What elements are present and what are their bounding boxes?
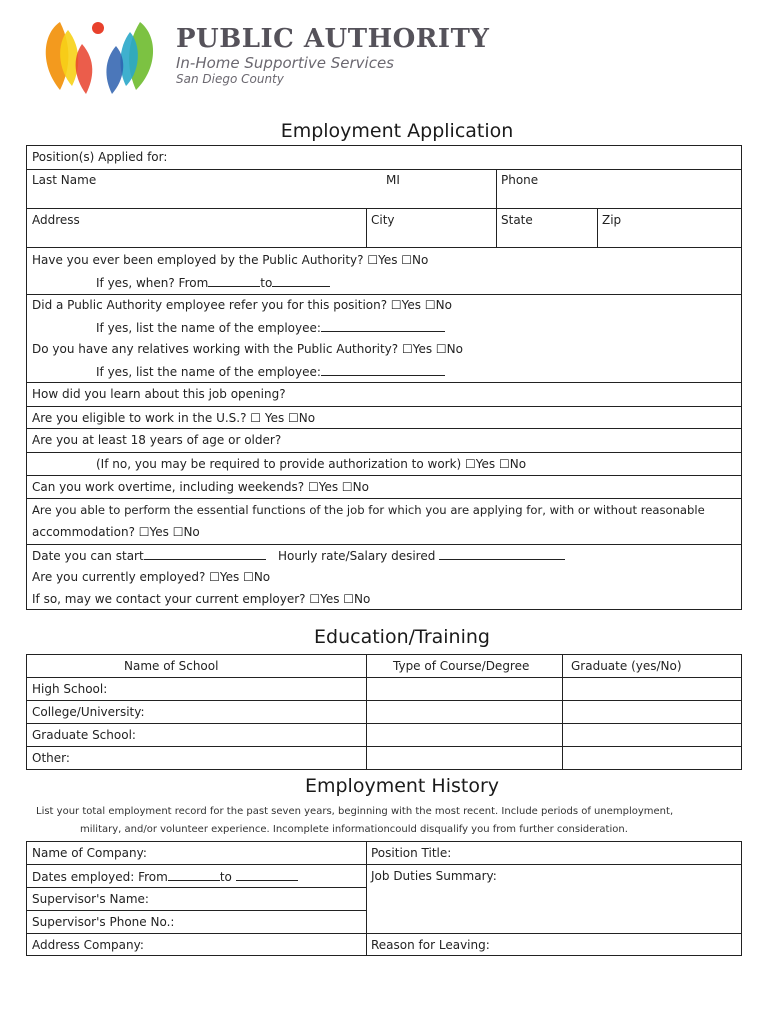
org-name: PUBLIC AUTHORITY xyxy=(176,24,490,54)
reason-leaving-label: Reason for Leaving: xyxy=(371,938,490,952)
company-name-label: Name of Company: xyxy=(32,846,147,860)
public-authority-logo xyxy=(38,14,162,98)
question-essential-functions-1: Are you able to perform the essential functions of the job for which you are applying for, with or without reasonable xyxy=(32,503,705,517)
supervisor-name-label: Supervisor's Name: xyxy=(32,892,149,906)
education-title: Education/Training xyxy=(314,626,490,648)
state-label: State xyxy=(501,213,533,227)
employment-history-title: Employment History xyxy=(304,775,500,797)
phone-label: Phone xyxy=(501,173,539,187)
address-company-label: Address Company: xyxy=(32,938,144,952)
position-applied-label: Position(s) Applied for: xyxy=(32,150,168,164)
question-currently-employed: Are you currently employed? ☐Yes ☐No xyxy=(32,570,271,584)
education-header-course: Type of Course/Degree xyxy=(393,659,530,673)
job-duties-label: Job Duties Summary: xyxy=(371,869,497,883)
education-row-other: Other: xyxy=(32,751,70,765)
position-title-label: Position Title: xyxy=(371,846,452,860)
question-age-note: (If no, you may be required to provide authorization to work) ☐Yes ☐No xyxy=(96,457,527,471)
employment-history-intro-1: List your total employment record for the past seven years, beginning with the most recent. Include periods of unemployment, xyxy=(36,806,674,817)
city-label: City xyxy=(371,213,395,227)
education-row-high-school: High School: xyxy=(32,682,108,696)
org-subtitle: In-Home Supportive Services xyxy=(176,54,394,72)
education-header-school: Name of School xyxy=(124,659,219,673)
education-row-college: College/University: xyxy=(32,705,145,719)
employment-history-intro-2: military, and/or volunteer experience. Incomplete informationcould disqualify you from further consideration. xyxy=(80,824,628,835)
question-eligible-us: Are you eligible to work in the U.S.? ☐ Yes ☐No xyxy=(32,411,316,425)
question-employed-by-pa: Have you ever been employed by the Public Authority? ☐Yes ☐No xyxy=(32,253,429,267)
education-row-graduate-school: Graduate School: xyxy=(32,728,136,742)
question-relative-name: If yes, list the name of the employee: xyxy=(96,364,445,379)
employment-application-title: Employment Application xyxy=(280,120,514,142)
question-employee-name: If yes, list the name of the employee: xyxy=(96,320,445,335)
dates-employed-label: Dates employed: From to xyxy=(32,869,298,884)
mi-label: MI xyxy=(386,173,400,187)
question-learn-about-job: How did you learn about this job opening? xyxy=(32,387,286,401)
last-name-label: Last Name xyxy=(32,173,97,187)
supervisor-phone-label: Supervisor's Phone No.: xyxy=(32,915,175,929)
question-contact-employer: If so, may we contact your current employer? ☐Yes ☐No xyxy=(32,592,371,606)
question-start-date: Date you can start xyxy=(32,548,266,563)
question-essential-functions-2: accommodation? ☐Yes ☐No xyxy=(32,525,200,539)
zip-label: Zip xyxy=(602,213,622,227)
address-label: Address xyxy=(32,213,80,227)
question-age: Are you at least 18 years of age or older? xyxy=(32,433,282,447)
question-rate-desired: Hourly rate/Salary desired xyxy=(278,548,565,563)
question-when-employed: If yes, when? From to xyxy=(96,275,330,290)
question-referred: Did a Public Authority employee refer you for this position? ☐Yes ☐No xyxy=(32,298,452,312)
question-relatives: Do you have any relatives working with the Public Authority? ☐Yes ☐No xyxy=(32,342,463,356)
org-county: San Diego County xyxy=(176,72,284,86)
education-header-graduate: Graduate (yes/No) xyxy=(571,659,682,673)
question-overtime: Can you work overtime, including weekends? ☐Yes ☐No xyxy=(32,480,369,494)
